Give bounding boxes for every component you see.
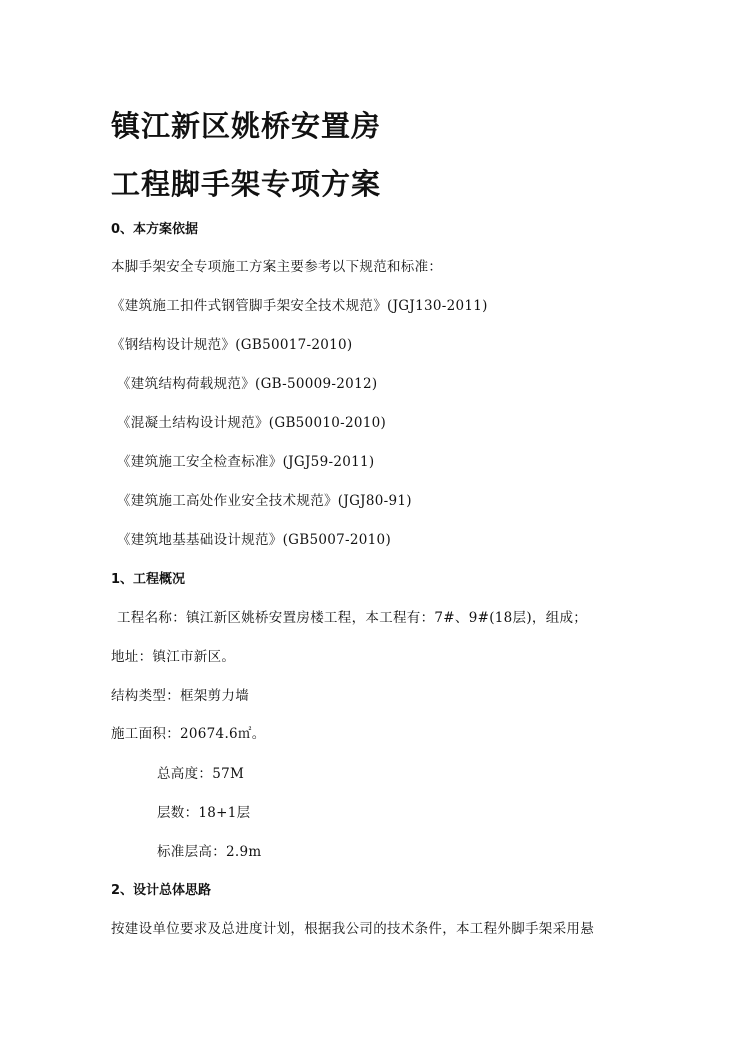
- floors-line: 层数：18+1层: [157, 805, 251, 821]
- section-2-heading: 2、设计总体思路: [111, 883, 212, 898]
- floor-height-line: 标准层高：2.9m: [157, 844, 262, 860]
- standard-item: 《建筑施工扣件式钢管脚手架安全技术规范》(JGJ130-2011): [111, 298, 488, 314]
- address-line: 地址：镇江市新区。: [111, 649, 236, 665]
- standard-item: 《建筑施工高处作业安全技术规范》(JGJ80-91): [117, 493, 412, 509]
- project-name-line: 工程名称：镇江新区姚桥安置房楼工程，本工程有：7#、9#(18层)，组成；: [117, 610, 588, 626]
- section-0-heading: 0、本方案依据: [111, 222, 199, 237]
- document-title-line-2: 工程脚手架专项方案: [111, 167, 382, 201]
- standard-item: 《钢结构设计规范》(GB50017-2010): [111, 337, 353, 353]
- standard-item: 《建筑地基基础设计规范》(GB5007-2010): [117, 532, 392, 548]
- section-1-heading: 1、工程概况: [111, 572, 186, 587]
- construction-area-line: 施工面积：20674.6㎡。: [111, 726, 266, 742]
- standard-item: 《建筑施工安全检查标准》(JGJ59-2011): [117, 454, 375, 470]
- standard-item: 《建筑结构荷载规范》(GB-50009-2012): [117, 376, 378, 392]
- section-0-intro: 本脚手架安全专项施工方案主要参考以下规范和标准：: [111, 259, 443, 275]
- total-height-line: 总高度：57M: [157, 766, 245, 782]
- standard-item: 《混凝土结构设计规范》(GB50010-2010): [117, 415, 387, 431]
- document-title-line-1: 镇江新区姚桥安置房: [111, 109, 382, 143]
- section-2-text: 按建设单位要求及总进度计划，根据我公司的技术条件，本工程外脚手架采用悬: [111, 921, 594, 937]
- structure-type-line: 结构类型：框架剪力墙: [111, 688, 249, 704]
